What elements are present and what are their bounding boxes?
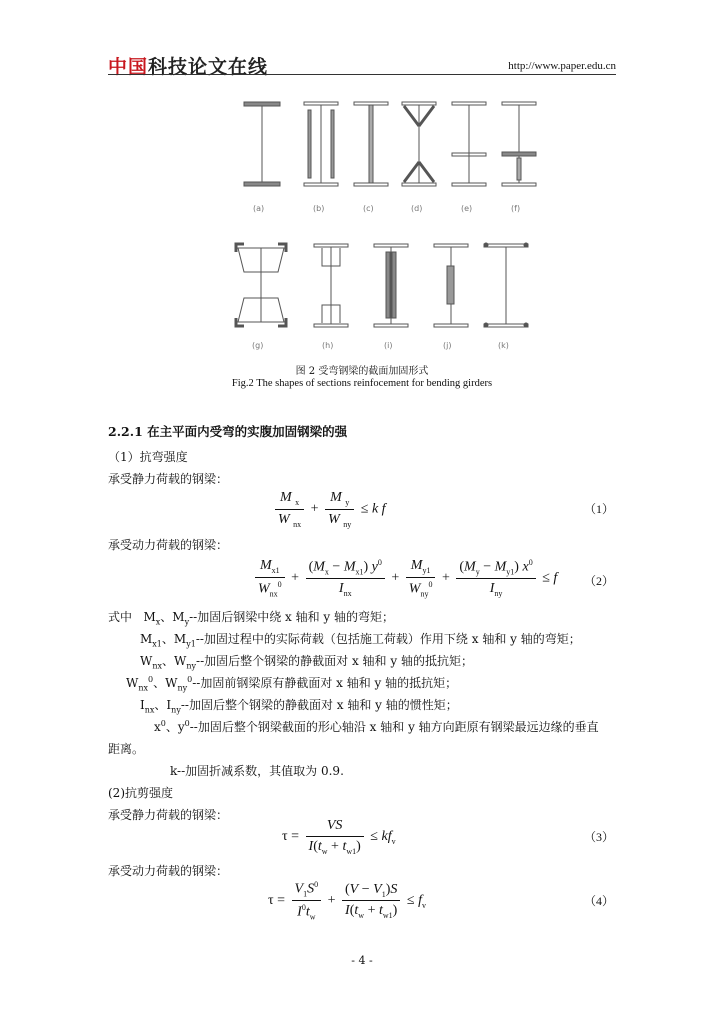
- shape-b: [304, 102, 338, 186]
- header-url[interactable]: http://www.paper.edu.cn: [508, 60, 616, 72]
- label-d: (d): [411, 204, 423, 213]
- definition-k: k--加固折减系数，其值取为 0.9.: [170, 764, 344, 778]
- shape-k: [484, 243, 528, 327]
- equation-number-2: （2）: [583, 574, 614, 588]
- shape-g: [236, 244, 286, 326]
- equation-number-3: （3）: [583, 830, 614, 844]
- shape-e: [452, 102, 486, 186]
- figure-2: [228, 96, 548, 360]
- section-heading: 2.2.1 在主平面内受弯的实腹加固钢梁的强: [108, 424, 348, 439]
- equation-4: τ = $\frac{V_1S^0}{I^0t_w}$ + $\frac{(V - V_1)S}{I(t_w + t_{w1})}$ ≤ $f_v$: [268, 880, 426, 922]
- static-load-label-1: 承受静力荷载的钢梁：: [108, 472, 229, 486]
- static-load-label-2: 承受静力荷载的钢梁：: [108, 808, 229, 822]
- label-g: (g): [252, 341, 264, 350]
- shape-a: [244, 102, 280, 186]
- label-b: (b): [313, 204, 325, 213]
- equation-number-1: （1）: [583, 502, 614, 516]
- shape-i: [374, 244, 408, 327]
- dynamic-load-label-2: 承受动力荷载的钢梁：: [108, 864, 229, 878]
- shape-j: [434, 244, 468, 327]
- definition-wrap: 距离。: [108, 742, 145, 756]
- shape-h: [314, 244, 348, 327]
- shape-c: [354, 102, 388, 186]
- definition-inx-iny: $I_{nx}$、$I_{ny}--$加固后整个钢梁的静截面对 x 轴和 y 轴的惯性矩；: [140, 698, 458, 715]
- definition-wnx-wny: $W_{nx}$、$W_{ny}--$加固后整个钢梁的静截面对 x 轴和 y 轴的抵抗矩；: [140, 654, 473, 671]
- logo-red-text: 中国: [108, 56, 149, 78]
- page-number: - 4 -: [351, 954, 373, 967]
- section-shapes-figure: [228, 96, 548, 356]
- subheading-bending: （1）抗弯强度: [108, 450, 188, 464]
- subheading-shear: (2)抗剪强度: [108, 786, 173, 800]
- figure-caption-cn: 图 2 受弯钢梁的截面加固形式: [295, 366, 429, 377]
- label-a: (a): [253, 204, 265, 213]
- logo-black-text: 科技论文在线: [148, 56, 269, 78]
- equation-number-4: （4）: [583, 894, 614, 908]
- label-i: (i): [384, 341, 393, 350]
- equation-2: $\frac{M_{x1}}{W_{nx}^0}$ + $\frac{(M_x - M_{x1}) y^0}{I_{nx}}$ + $\frac{M_{y1}}{W_{ny}^0}$ + $\frac{(M_y - M_{y1}) x^0}{I_{ny}}$ ≤ f: [252, 558, 557, 598]
- label-c: (c): [363, 204, 374, 213]
- definition-x0-y0: $x^0$、$y^0--$加固后整个钢梁截面的形心轴沿 x 轴和 y 轴方向距原有钢梁最远边缘的垂直: [154, 719, 599, 734]
- definition-mx-my: 式中 $M_x$、$M_y--$加固后钢梁中绕 x 轴和 y 轴的弯矩；: [108, 610, 395, 627]
- header-rule: [108, 74, 616, 75]
- label-f: (f): [511, 204, 521, 213]
- label-h: (h): [322, 341, 334, 350]
- label-j: (j): [443, 341, 452, 350]
- equation-1: $\frac{M _x}{W _{nx}}$ + $\frac{M _y}{W _{ny}}$ ≤ k f: [272, 490, 386, 529]
- definition-wnx0-wny0: $W_{nx}^0$、$W_{ny}^0--$加固前钢梁原有静截面对 x 轴和 y 轴的抵抗矩；: [126, 675, 458, 693]
- figure-caption-en: Fig.2 The shapes of sections reinfocement for bending girders: [231, 378, 493, 389]
- shape-d: [402, 102, 436, 186]
- dynamic-load-label-1: 承受动力荷载的钢梁：: [108, 538, 229, 552]
- definition-mx1-my1: $M_{x1}$、$M_{y1}--$加固过程中的实际荷载（包括施工荷载）作用下绕 x 轴和 y 轴的弯矩；: [140, 632, 581, 649]
- equation-3: τ = $\frac{VS}{I(t_w + t_{w1})}$ ≤ $kf_v$: [282, 818, 396, 856]
- label-k: (k): [498, 341, 509, 350]
- label-e: (e): [461, 204, 473, 213]
- shape-f: [502, 102, 536, 186]
